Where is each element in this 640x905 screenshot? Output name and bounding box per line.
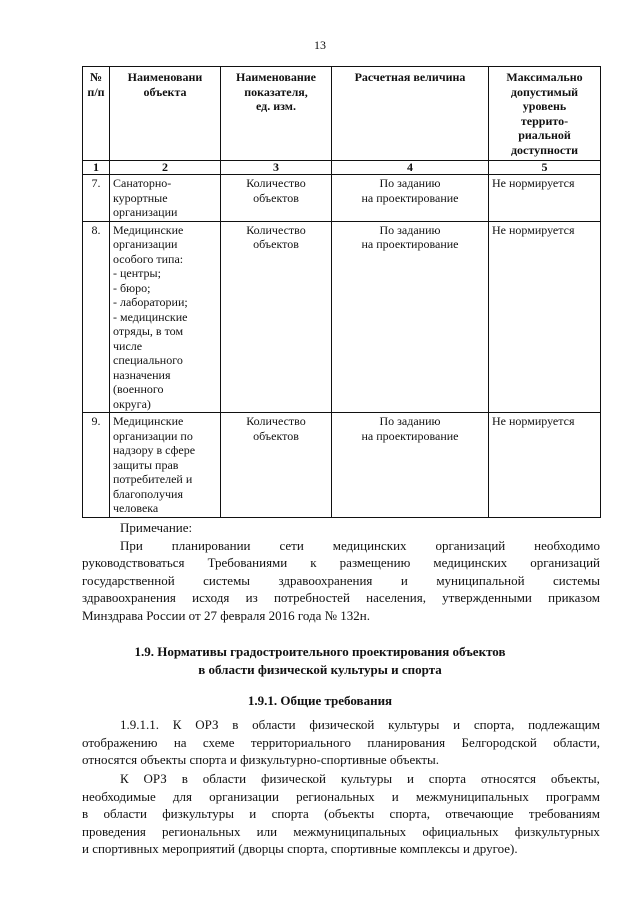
subsection-heading: 1.9.1. Общие требования [247,693,393,708]
header-cell-number: № п/п [83,67,110,161]
note-line: государственной системы здравоохранения и муниципальной системы [82,572,600,588]
table-row [83,221,601,413]
paragraph-line: и спортивных мероприятий (дворцы спорта, спортивные комплексы и другое). [82,841,518,856]
header-cell-indicator: Наименование показателя, ед. изм. [221,67,332,161]
index-cell: 1 [83,161,110,175]
note-line: При планировании сети медицинских организаций необходимо [120,537,600,553]
paragraph-line: относятся объекты спорта и физкультурно-спортивные объекты. [82,752,440,767]
paragraph-line: 1.9.1.1. К ОРЗ в области физической культуры и спорта, подлежащим [120,717,600,732]
table-row [83,413,601,518]
paragraph-line: отображению на схеме территориального планирования Белгородской области, [82,734,600,750]
note-line: здравоохранения исходя из потребностей населения, утвержденными приказом [82,590,600,605]
paragraph-2 [82,770,600,858]
calculated-value: По заданию на проектирование [332,413,489,518]
norms-table [82,66,601,518]
indicator-unit: Количество объектов [221,413,332,518]
max-accessibility: Не нормируется [489,221,601,413]
header-cell-calculated: Расчетная величина [332,67,489,161]
column-index-row [83,161,601,175]
note-line: Минздрава России от 27 февраля 2016 года № 132н. [82,607,370,623]
indicator-unit: Количество объектов [221,221,332,413]
calculated-value: По заданию на проектирование [332,221,489,413]
index-cell: 5 [489,161,601,175]
max-accessibility: Не нормируется [489,175,601,222]
paragraph-line: К ОРЗ в области физической культуры и спорта относятся объекты, [120,771,600,786]
table-row [83,175,601,222]
section-heading-line: 1.9. Нормативы градостроительного проектирования объектов [134,644,506,659]
page-number: 13 [314,38,326,52]
row-number: 9. [83,413,110,518]
table-note [82,519,600,624]
index-cell: 2 [110,161,221,175]
object-name: Санаторно- курортные организации [110,175,221,222]
max-accessibility: Не нормируется [489,413,601,518]
row-number: 7. [83,175,110,222]
row-number: 8. [83,221,110,413]
index-cell: 3 [221,161,332,175]
object-name: Медицинские организации по надзору в сфере защиты прав потребителей и благополучия человека [110,413,221,518]
header-cell-max-level: Максимально допустимый уровень террито- риальной доступности [489,67,601,161]
section-heading-line: в области физической культуры и спорта [198,661,442,677]
calculated-value: По заданию на проектирование [332,175,489,222]
table-header-row [83,67,601,161]
paragraph-line: необходимые для организации региональных и межмуниципальных программ [82,788,600,804]
paragraph-line: в области физкультуры и спорта (объекты спорта, отвечающие требованиям [82,806,600,821]
object-name: Медицинские организации особого типа: - центры; - бюро; - лаборатории; - медицинские отряды, в том числе специального назначения (военного округа) [110,221,221,413]
note-label: Примечание: [120,520,193,535]
paragraph-line: проведения региональных или межмуниципальных официальных физкультурных [82,823,600,839]
index-cell: 4 [332,161,489,175]
header-cell-object: Наименовани объекта [110,67,221,161]
indicator-unit: Количество объектов [221,175,332,222]
paragraph-1 [82,716,600,769]
section-heading [0,643,640,678]
note-line: руководствоваться Требованиями к размещению медицинских организаций [82,555,600,570]
